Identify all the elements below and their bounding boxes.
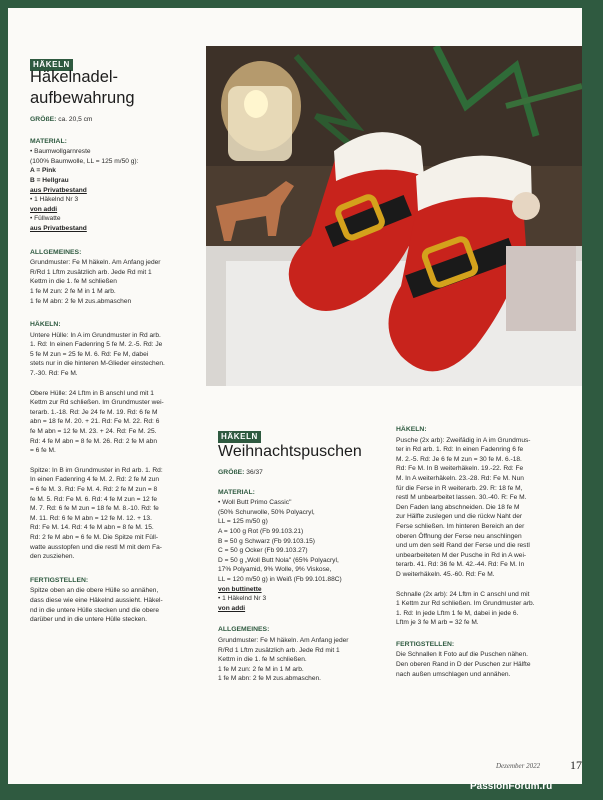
right-hakeln-section: HÄKELN: Pusche (2x arb): Zweifädig in A im Grundmus- ter in Rd arb. 1. Rd: In einen Fadenring 6 fe M. 2.-5. Rd: Je 6 fe M zun = 30 fe M. 6.-18. Rd: Fe M. In B weiterhäkeln. 19.-22. Rd: Fe M. In A weiterhäkeln. 23.-28. Rd: Fe M. Nun für die Ferse in R weiterarb. 29. R: 18 fe M, restl M unbearbeitet lassen. 30.-40. R: Fe M. Den Faden lang abschneiden. Die 18 fe M zur Hälfte zuslegen und die rückw Naht der Ferse schließen. Im hinteren Bereich an der oberen Öffnung der Ferse neu anschlingen und um den seitl Rand der Ferse und die restl unbearbeiteten M der Pusche in Rd in A wei- terarb. 41. Rd: 36 fe M. 42.-44. Rd: Fe M. In D weiterhäkeln. 45.-60. Rd: Fe M. [396, 425, 578, 580]
left-allgemeines-heading: ALLGEMEINES: [30, 248, 82, 256]
link-addi-left[interactable]: von addi [30, 205, 58, 213]
left-fertig-section: FERTIGSTELLEN: Spitze oben an die obere Hülle so annähen, dass diese wie eine Häkelnd aussieht. Häkel- nd in die untere Hülle stecken und die obere darüber und in die untere Hülle stecken. [30, 576, 210, 625]
slippers-photo [206, 46, 582, 386]
magazine-page [8, 8, 582, 784]
left-fertig-heading: FERTIGSTELLEN: [30, 576, 89, 584]
link-privatbestand-2[interactable]: aus Privatbestand [30, 224, 87, 232]
right-hakeln-heading: HÄKELN: [396, 426, 427, 433]
left-material-section: MATERIAL: • Baumwollgarnreste (100% Baumwolle, LL = 125 m/50 g): A = Pink B = Hellgrau aus Privatbestand • 1 Häkelnd Nr 3 von addi • Füllwatte aus Privatbestand [30, 137, 210, 234]
right-left-column [218, 468, 394, 684]
left-obere-section: Obere Hülle: 24 Lftm in B anschl und mit 1 Kettm zur Rd schließen. Im Grundmuster wei- terarb. 1.-18. Rd: Je 24 fe M. 19. Rd: 6 fe M abn = 18 fe M. 20. + 21. Rd: Fe M. 22. Rd: 6 fe M abn = 12 fe M. 23. + 24. Rd: Fe M. 25. Rd: 4 fe M abn = 8 fe M. 26. Rd: 2 fe M abn = 6 fe M. [30, 389, 164, 455]
tag-hakeln-right: HÄKELN [218, 431, 261, 443]
right-allgemeines-heading: ALLGEMEINES: [218, 626, 270, 634]
right-size: GRÖßE: 36/37 [218, 469, 263, 476]
left-hakeln-section: HÄKELN: Untere Hülle: In A im Grundmuster in Rd arb. 1. Rd: In einen Fadenring 5 fe M. 2.-5. Rd: Je 5 fe M zun = 25 fe M. 6. Rd: Fe M, dabei stets nur in die hinteren M-Glieder einstechen. 7.-30. Rd: Fe M. [30, 320, 210, 379]
right-title: Weihnachtspuschen [218, 443, 362, 460]
left-material-heading: MATERIAL: [30, 137, 67, 145]
watermark: PassionForum.ru [470, 781, 553, 792]
right-right-column [396, 425, 578, 679]
link-privatbestand-1[interactable]: aus Privatbestand [30, 186, 87, 194]
left-size: GRÖßE: ca. 20,5 cm [30, 116, 93, 123]
right-fertig-heading: FERTIGSTELLEN: [396, 640, 455, 648]
left-title-line2: aufbewahrung [30, 89, 135, 107]
left-spitze-section: Spitze: In B im Grundmuster in Rd arb. 1. Rd: In einen Fadenring 4 fe M. 2. Rd: 2 fe M zun = 6 fe M. 3. Rd: Fe M. 4. Rd: 2 fe M zun = 8 fe M. 5. Rd: Fe M. 6. Rd: 4 fe M zun = 12 fe M. 7. Rd: 6 fe M zun = 18 fe M. 8.-10. Rd: fe M. 11. Rd: 6 fe M abn = 12 fe M. 12. + 13. Rd: Fe M. 14. Rd: 4 fe M abn = 8 fe M. 15. Rd: 2 fe M abn = 6 fe M. Die Spitze mit Füll- watte ausstopfen und die restl M mit dem Fa- den zusziehen. [30, 466, 163, 561]
right-schnalle-section: Schnalle (2x arb): 24 Lftm in C anschl und mit 1 Kettm zur Rd schließen. Im Grundmuster arb. 1. Rd: In jede Lftm 1 fe M, dabei in jede 6. Lftm je 3 fe M arb = 32 fe M. [396, 590, 535, 627]
right-material-section: MATERIAL: • Woll Butt Primo Cassic" (50% Schurwolle, 50% Polyacryl, LL = 125 m/50 g) A = 100 g Rot (Fb 99.103.21) B = 50 g Schwarz (Fb 99.103.15) C = 50 g Ocker (Fb 99.103.27) D = 50 g „Woll Butt Nola" (65% Polyacryl, 17% Polyamid, 9% Wolle, 9% Viskose, LL = 120 m/50 g) in Weiß (Fb 99.101.88C) von buttinette • 1 Häkelnd Nr 3 von addi [218, 488, 394, 614]
page-number: 17 [570, 758, 582, 772]
slippers-illustration [206, 46, 582, 386]
left-hakeln-heading: HÄKELN: [30, 321, 61, 329]
tag-hakeln-left: HÄKELN [30, 59, 73, 71]
right-material-heading: MATERIAL: [218, 488, 255, 496]
link-addi-right[interactable]: von addi [218, 604, 246, 612]
link-buttinette[interactable]: von buttinette [218, 585, 262, 593]
left-column [30, 115, 210, 625]
left-title [30, 66, 215, 108]
left-title-line1: Häkelnadel- [30, 68, 119, 86]
issue-label: Dezember 2022 [496, 762, 541, 770]
page-edge-strip [582, 0, 603, 800]
right-allgemeines-section: ALLGEMEINES: Grundmuster: Fe M häkeln. Am Anfang jeder R/Rd 1 Lftm zusätzlich arb. Jede Rd mit 1 Kettm in die 1. fe M schließen. 1 fe M zun: 2 fe M in 1 M arb. 1 fe M abn: 2 fe M zus.abmaschen. [218, 625, 394, 684]
right-fertig-section: FERTIGSTELLEN: Die Schnallen lt Foto auf die Puschen nähen. Den oberen Rand in D der Puschen zur Hälfte nach außen umschlagen und annähen. [396, 640, 578, 679]
left-allgemeines-section: ALLGEMEINES: Grundmuster: Fe M häkeln. Am Anfang jeder R/Rd 1 Lftm zusätzlich arb. Jede Rd mit 1 Kettm in die 1. fe M schließen 1 fe M zun: 2 fe M in 1 M arb. 1 fe M abn: 2 fe M zus.abmaschen [30, 248, 210, 307]
